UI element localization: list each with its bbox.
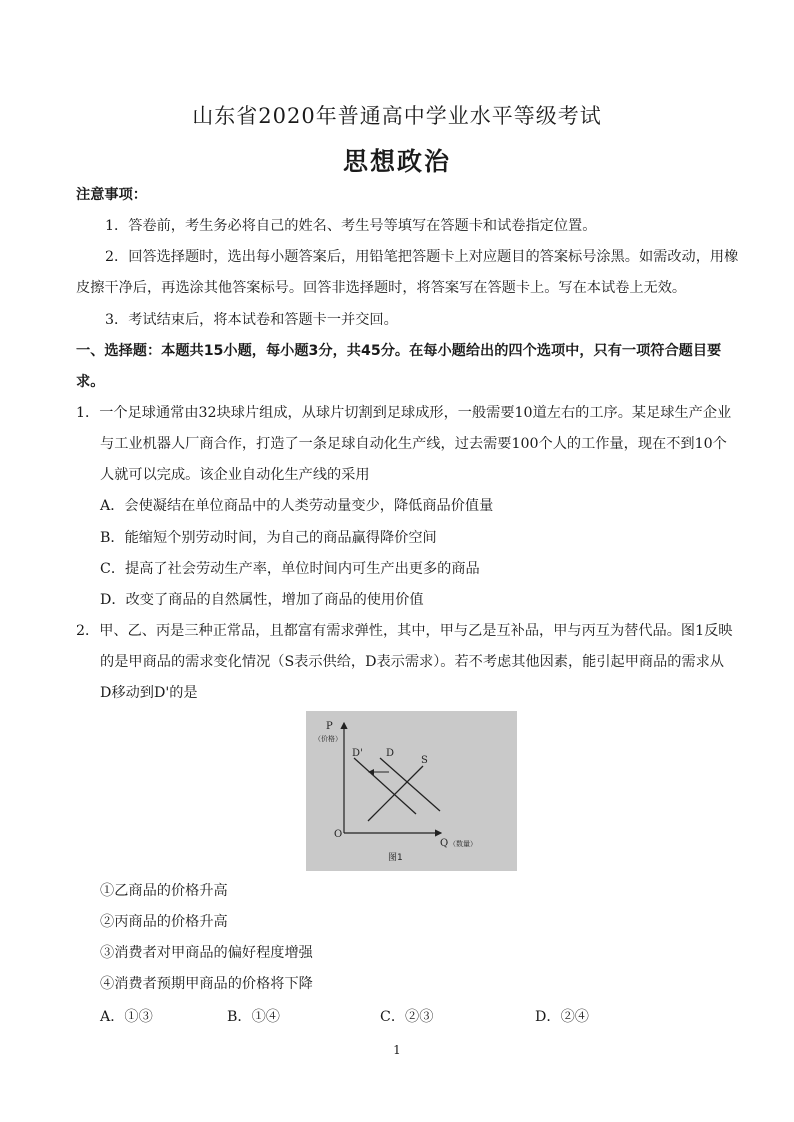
q2-stem-1: 2．甲、乙、丙是三种正常品，且都富有需求弹性，其中，甲与乙是互补品，甲与丙互为替代品。图1反映 bbox=[76, 623, 733, 639]
demand-curve-d bbox=[380, 758, 440, 811]
section-heading-cont: 求。 bbox=[76, 374, 105, 390]
notice-item-3: 3．考试结束后，将本试卷和答题卡一并交回。 bbox=[105, 312, 398, 328]
supply-demand-graph bbox=[306, 711, 517, 871]
q1-option-c: C．提高了社会劳动生产率，单位时间内可生产出更多的商品 bbox=[100, 561, 480, 577]
q1-stem-1: 1．一个足球通常由32块球片组成，从球片切割到足球成形，一般需要10道左右的工序。某足球生产企业 bbox=[76, 405, 732, 421]
price-axis-label: P bbox=[326, 721, 333, 732]
figure-1-demand-shift bbox=[306, 711, 517, 871]
quantity-axis-label: Q bbox=[440, 838, 449, 849]
demand-curve-d-prime bbox=[354, 758, 416, 814]
section-heading: 一、选择题：本题共15小题，每小题3分，共45分。在每小题给出的四个选项中，只有一项符合题目要 bbox=[76, 343, 722, 359]
s-label: S bbox=[421, 755, 428, 766]
q2-choice-b: B．①④ bbox=[227, 1009, 280, 1025]
exam-subject: 思想政治 bbox=[342, 147, 451, 176]
q2-choice-d: D．②④ bbox=[535, 1009, 589, 1025]
page-number: 1 bbox=[393, 1043, 401, 1057]
q2-choice-c: C．②③ bbox=[380, 1009, 434, 1025]
d-label: D bbox=[386, 748, 395, 759]
q1-option-b: B．能缩短个别劳动时间，为自己的商品赢得降价空间 bbox=[100, 530, 437, 546]
q2-statement-1: ①乙商品的价格升高 bbox=[100, 883, 228, 899]
notice-item-2-cont: 皮擦干净后，再选涂其他答案标号。回答非选择题时，将答案写在答题卡上。写在本试卷上无效。 bbox=[76, 280, 687, 296]
q2-statement-2: ②丙商品的价格升高 bbox=[100, 914, 228, 930]
q1-stem-2: 与工业机器人厂商合作，打造了一条足球自动化生产线，过去需要100个人的工作量，现在不到10个 bbox=[100, 436, 727, 452]
q2-statement-4: ④消费者预期甲商品的价格将下降 bbox=[100, 976, 313, 992]
q2-stem-2: 的是甲商品的需求变化情况（S表示供给，D表示需求）。若不考虑其他因素，能引起甲商品的需求从 bbox=[100, 654, 725, 670]
exam-title: 山东省2020年普通高中学业水平等级考试 bbox=[192, 104, 602, 128]
q1-option-d: D．改变了商品的自然属性，增加了商品的使用价值 bbox=[100, 592, 424, 608]
quantity-axis-unit: （数量） bbox=[449, 840, 477, 848]
notice-heading: 注意事项： bbox=[76, 187, 147, 203]
figure-caption: 图1 bbox=[388, 853, 403, 863]
d-prime-label: D' bbox=[352, 748, 363, 759]
q2-stem-3: D移动到D'的是 bbox=[100, 685, 198, 701]
q1-stem-3: 人就可以完成。该企业自动化生产线的采用 bbox=[100, 467, 370, 483]
notice-item-2: 2．回答选择题时，选出每小题答案后，用铅笔把答题卡上对应题目的答案标号涂黑。如需改动，用橡 bbox=[105, 249, 739, 265]
price-axis-unit: （价格） bbox=[314, 735, 342, 743]
q2-statement-3: ③消费者对甲商品的偏好程度增强 bbox=[100, 945, 313, 961]
q1-option-a: A．会使凝结在单位商品中的人类劳动量变少，降低商品价值量 bbox=[100, 498, 494, 514]
origin-label: O bbox=[334, 829, 343, 840]
q2-choice-a: A．①③ bbox=[100, 1009, 153, 1025]
notice-item-1: 1．答卷前，考生务必将自己的姓名、考生号等填写在答题卡和试卷指定位置。 bbox=[105, 218, 597, 234]
